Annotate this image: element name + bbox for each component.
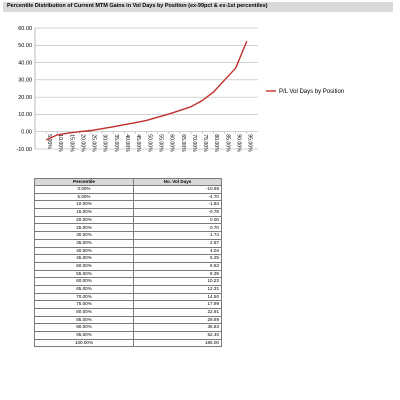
table-row [35, 247, 222, 255]
percentile-cell: 50.00% [35, 262, 134, 270]
percentile-cell: 35.00% [35, 239, 134, 247]
vol-days-cell: 14.50 [134, 293, 222, 301]
vol-days-cell: 10.22 [134, 278, 222, 286]
table-row [35, 285, 222, 293]
percentile-cell: 85.00% [35, 316, 134, 324]
percentile-cell: 75.00% [35, 301, 134, 309]
chart-container [0, 0, 400, 170]
x-tick-label: 40.00% [124, 134, 130, 152]
percentile-cell: 45.00% [35, 255, 134, 263]
table-row [35, 232, 222, 240]
legend-label: P/L Vol Days by Position [279, 89, 345, 95]
x-tick-label: 90.00% [235, 134, 242, 152]
vol-days-cell: 12.31 [134, 285, 222, 293]
x-tick-label: 5.00% [45, 134, 52, 149]
percentile-cell: 25.00% [35, 224, 134, 232]
y-tick-label: 40.00 [18, 60, 32, 67]
vol-days-cell: 17.99 [134, 301, 222, 309]
table-row [35, 224, 222, 232]
table-row [35, 309, 222, 317]
y-tick-label: -10.00 [16, 146, 32, 153]
x-tick-label: 15.00% [68, 134, 75, 152]
vol-days-cell: 1.74 [134, 232, 222, 240]
vol-days-cell: 186.00 [134, 339, 222, 347]
vol-days-cell: -1.84 [134, 201, 222, 209]
column-header-vol-days: No. Vol Days [134, 179, 222, 186]
percentile-cell: 70.00% [35, 293, 134, 301]
percentile-cell: 65.00% [35, 285, 134, 293]
table-row [35, 262, 222, 270]
x-tick-label: 55.00% [157, 134, 164, 152]
vol-days-cell: 4.04 [134, 247, 222, 255]
table-header-row [35, 179, 222, 186]
y-tick-label: 60.00 [18, 25, 32, 32]
x-tick-label: 35.00% [112, 134, 119, 152]
x-tick-label: 65.00% [179, 134, 186, 152]
percentile-cell: 15.00% [35, 209, 134, 217]
table-row [35, 201, 222, 209]
vol-days-cell: 0.00 [134, 216, 222, 224]
series-line [46, 41, 247, 140]
x-tick-label: 95.00% [246, 134, 253, 152]
table-row [35, 332, 222, 340]
vol-days-cell: 22.91 [134, 309, 222, 317]
table-row [35, 324, 222, 332]
x-tick-label: 10.00% [57, 134, 64, 152]
table-row [35, 293, 222, 301]
x-tick-label: 30.00% [101, 134, 108, 152]
vol-days-cell: 0.70 [134, 224, 222, 232]
percentile-cell: 60.00% [35, 278, 134, 286]
column-header-percentile: Percentile [35, 179, 134, 186]
table-row [35, 239, 222, 247]
x-tick-label: 20.00% [79, 134, 86, 152]
table-row [35, 193, 222, 201]
percentile-cell: 95.00% [35, 332, 134, 340]
percentile-cell: 40.00% [35, 247, 134, 255]
table-row [35, 316, 222, 324]
percentile-cell: 100.00% [35, 339, 134, 347]
table-row [35, 216, 222, 224]
table-row [35, 270, 222, 278]
x-tick-label: 75.00% [202, 134, 209, 152]
percentile-cell: 20.00% [35, 216, 134, 224]
table-row [35, 278, 222, 286]
y-tick-label: 0.00 [21, 129, 32, 136]
percentile-cell: 5.00% [35, 193, 134, 201]
x-tick-label: 70.00% [190, 134, 197, 152]
x-tick-label: 60.00% [168, 134, 175, 152]
vol-days-cell: 5.25 [134, 255, 222, 263]
table-row [35, 209, 222, 217]
percentile-table-container [34, 178, 222, 347]
vol-days-cell: 52.40 [134, 332, 222, 340]
vol-days-cell: -4.70 [134, 193, 222, 201]
percentile-cell: 10.00% [35, 201, 134, 209]
percentile-cell: 55.00% [35, 270, 134, 278]
percentile-cell: 0.00% [35, 186, 134, 194]
table-row [35, 255, 222, 263]
vol-days-cell: -0.78 [134, 209, 222, 217]
vol-days-cell: 2.87 [134, 239, 222, 247]
x-tick-label: 85.00% [224, 134, 231, 152]
vol-days-cell: 36.83 [134, 324, 222, 332]
percentile-cell: 80.00% [35, 309, 134, 317]
y-tick-label: 30.00 [18, 77, 32, 84]
x-tick-label: 80.00% [213, 134, 220, 152]
x-tick-label: 50.00% [146, 134, 153, 152]
x-tick-label: 45.00% [135, 134, 142, 152]
y-tick-label: 20.00 [18, 94, 32, 101]
table-row [35, 301, 222, 309]
vol-days-cell: -10.68 [134, 186, 222, 194]
percentile-table [34, 178, 222, 347]
vol-days-cell: 8.39 [134, 270, 222, 278]
table-body [35, 186, 222, 347]
y-tick-label: 10.00 [18, 112, 32, 119]
line-chart [0, 0, 400, 170]
chart-title: Percentile Distribution of Current MTM Gains in Vol Days by Position (ex-99pct & ex-1st percentiles) [7, 3, 268, 9]
vol-days-cell: 6.53 [134, 262, 222, 270]
table-row [35, 339, 222, 347]
percentile-cell: 90.00% [35, 324, 134, 332]
table-row [35, 186, 222, 194]
vol-days-cell: 29.89 [134, 316, 222, 324]
percentile-cell: 30.00% [35, 232, 134, 240]
x-tick-label: 25.00% [90, 134, 97, 152]
y-tick-label: 50.00 [18, 43, 32, 50]
